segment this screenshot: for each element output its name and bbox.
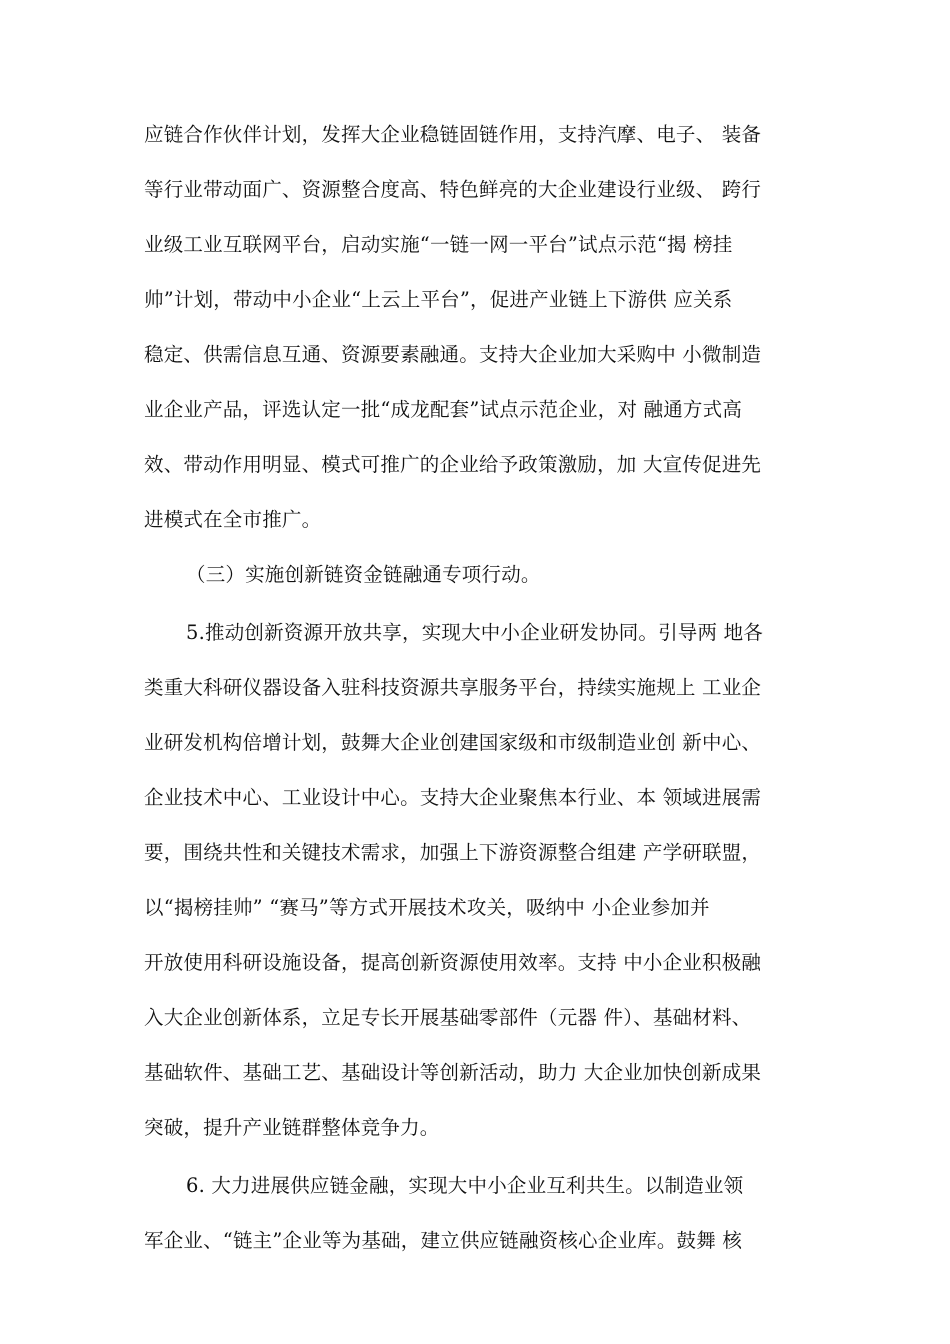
text-line: 入大企业创新体系，立足专长开展基础零部件（元器 件）、基础材料、 bbox=[144, 1006, 752, 1029]
text-line: 进模式在全市推广。 bbox=[144, 508, 322, 531]
text-line: 突破，提升产业链群整体竞争力。 bbox=[144, 1116, 440, 1139]
text-line: 业企业产品，评选认定一批“成龙配套”试点示范企业，对 融通方式高 bbox=[144, 398, 743, 421]
text-line: 以“揭榜挂帅” “赛马”等方式开展技术攻关，吸纳中 小企业参加并 bbox=[144, 896, 710, 919]
text-line: 效、带动作用明显、模式可推广的企业给予政策激励，加 大宣传促进先 bbox=[144, 453, 762, 476]
text-line: 军企业、“链主”企业等为基础，建立供应链融资核心企业库。鼓舞 核 bbox=[144, 1229, 743, 1252]
text-line: 6. 大力进展供应链金融，实现大中小企业互利共生。以制造业领 bbox=[186, 1174, 744, 1197]
text-line: 要，围绕共性和关键技术需求，加强上下游资源整合组建 产学研联盟， bbox=[144, 841, 762, 864]
text-line: 帅”计划，带动中小企业“上云上平台”，促进产业链上下游供 应关系 bbox=[144, 288, 733, 311]
text-line: 企业技术中心、工业设计中心。支持大企业聚焦本行业、本 领域进展需 bbox=[144, 786, 762, 809]
text-line: 业研发机构倍增计划，鼓舞大企业创建国家级和市级制造业创 新中心、 bbox=[144, 731, 762, 754]
text-line: 5.推动创新资源开放共享，实现大中小企业研发协同。引导两 地各 bbox=[186, 621, 764, 644]
text-line: 开放使用科研设施设备，提高创新资源使用效率。支持 中小企业积极融 bbox=[144, 951, 762, 974]
text-line: 稳定、供需信息互通、资源要素融通。支持大企业加大采购中 小微制造 bbox=[144, 343, 762, 366]
section-heading: （三）实施创新链资金链融通专项行动。 bbox=[186, 563, 541, 586]
text-line: 等行业带动面广、资源整合度高、特色鲜亮的大企业建设行业级、 跨行 bbox=[144, 178, 762, 201]
text-line: 业级工业互联网平台，启动实施“一链一网一平台”试点示范“揭 榜挂 bbox=[144, 233, 733, 256]
text-line: 类重大科研仪器设备入驻科技资源共享服务平台，持续实施规上 工业企 bbox=[144, 676, 762, 699]
text-line: 基础软件、基础工艺、基础设计等创新活动，助力 大企业加快创新成果 bbox=[144, 1061, 762, 1084]
text-line: 应链合作伙伴计划，发挥大企业稳链固链作用，支持汽摩、电子、 装备 bbox=[144, 123, 762, 146]
